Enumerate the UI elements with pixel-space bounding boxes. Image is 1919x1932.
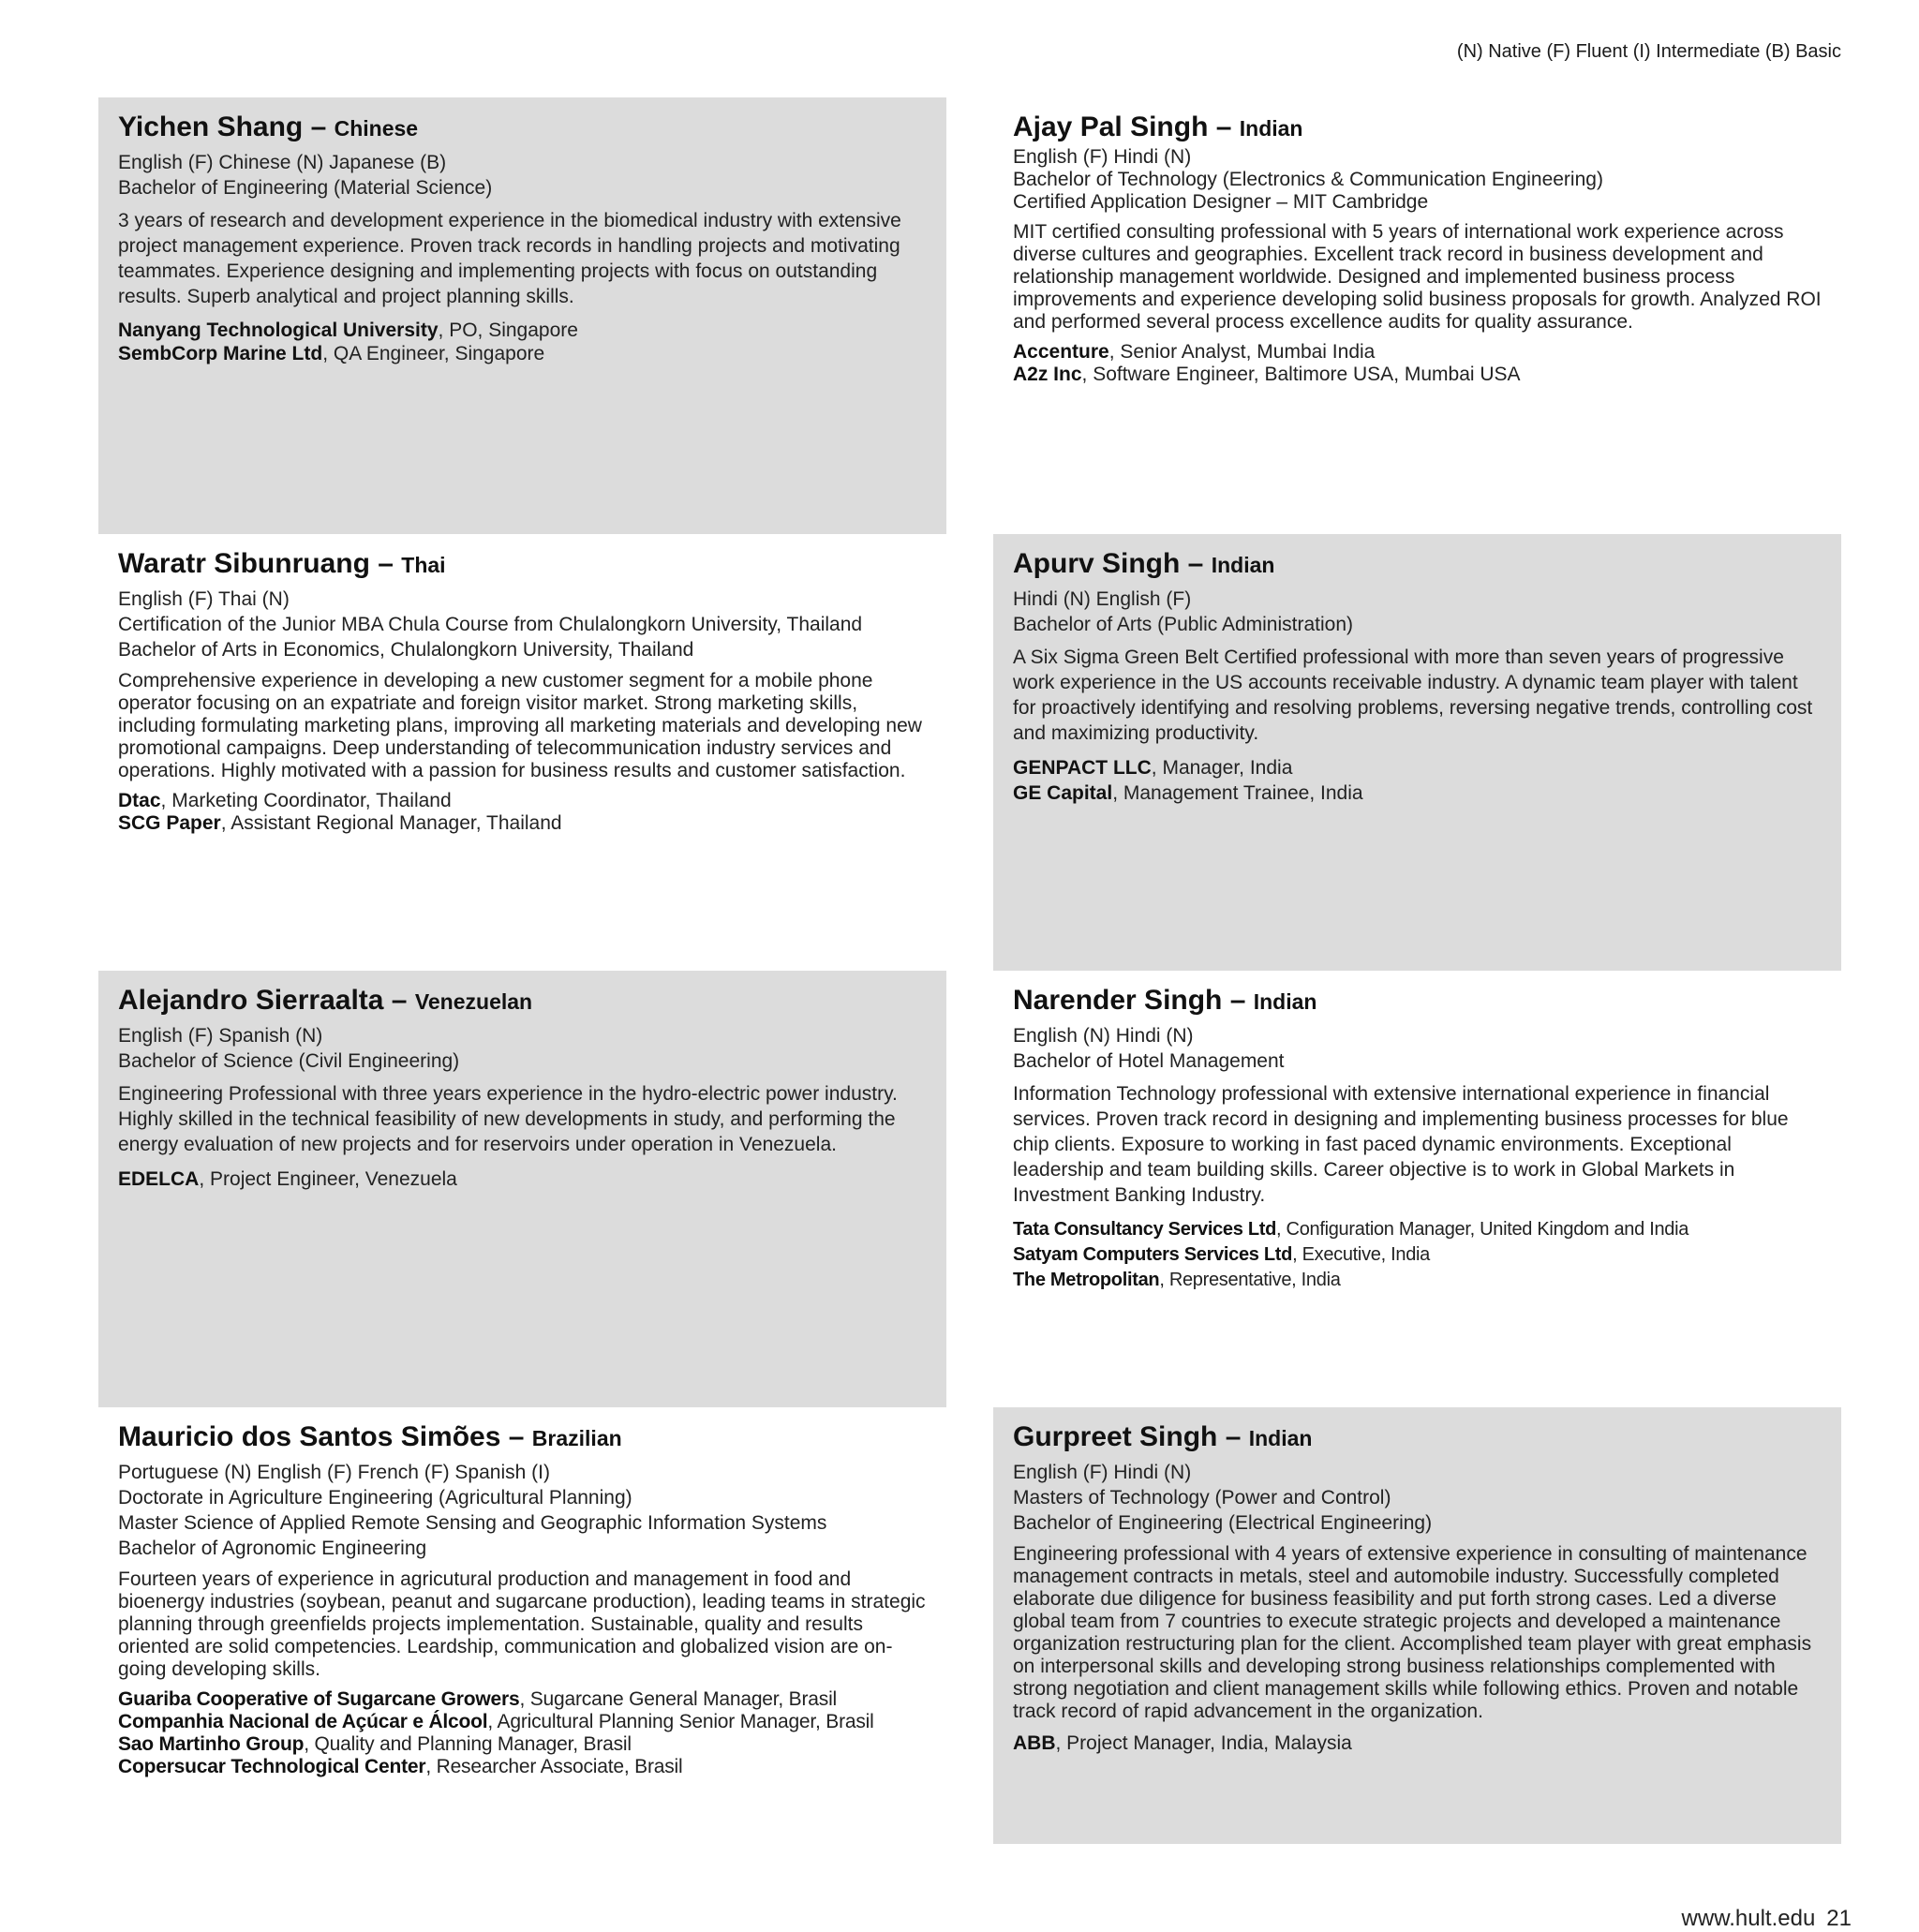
profile-summary: Engineering Professional with three years experience in the hydro-electric power industry. Highly skilled in the technical feasibility of new developments in study, and performing the energy evaluation of new projects and for reservoirs under operation in Venezuela. — [118, 1083, 898, 1155]
profile-languages: English (F) Hindi (N) — [1013, 146, 1192, 168]
profile-summary: Comprehensive experience in developing a new customer segment for a mobile phone operator focusing on an expatriate and foreign visitor market. Strong marketing skills, including formulating marketing plans, improving all marketing materials and developing new promotional campaigns. Deep understanding of telecommunication industry services and operations. Highly motivated with a passion for business results and customer satisfaction. — [118, 670, 922, 781]
profile-credentials — [118, 587, 928, 662]
profile-credentials — [118, 1460, 928, 1561]
profile-name: Mauricio dos Santos Simões — [118, 1421, 501, 1452]
job-role: , Researcher Associate, Brasil — [425, 1756, 683, 1777]
page-number: 21 — [1826, 1906, 1852, 1931]
job-entry — [1013, 1268, 1822, 1293]
profile-heading: Gurpreet Singh – Indian — [1013, 1421, 1313, 1452]
profile-experience — [118, 1167, 928, 1192]
profile-experience — [1013, 755, 1822, 806]
job-entry — [118, 319, 928, 342]
job-role: , Quality and Planning Manager, Brasil — [304, 1733, 632, 1755]
profile-credentials — [1013, 146, 1822, 214]
profile-card — [98, 1407, 946, 1844]
profile-degree: Bachelor of Arts in Economics, Chulalongkorn University, Thailand — [118, 639, 694, 661]
job-employer: Sao Martinho Group — [118, 1733, 305, 1755]
profile-nationality: Chinese — [334, 116, 419, 141]
job-employer: Guariba Cooperative of Sugarcane Growers — [118, 1688, 520, 1710]
profile-degree: Masters of Technology (Power and Control) — [1013, 1487, 1391, 1508]
profile-heading: Yichen Shang – Chinese — [118, 111, 419, 142]
job-entry — [1013, 1242, 1822, 1268]
profile-credentials — [1013, 1460, 1822, 1536]
profile-summary: Information Technology professional with extensive international experience in financial services. Proven track record in designing and implementing business processes for blue chip clients. Exposure to working in fast paced dynamic environments. Exceptional leadership and team building skills. Career objective is to work in Global Markets in Investment Banking Industry. — [1013, 1083, 1789, 1206]
job-role: , Configuration Manager, United Kingdom and India — [1276, 1219, 1689, 1240]
job-employer: Tata Consultancy Services Ltd — [1013, 1219, 1277, 1240]
profile-nationality: Indian — [1248, 1426, 1313, 1450]
profile-languages: English (N) Hindi (N) — [1013, 1025, 1194, 1047]
profile-certification: Certified Application Designer – MIT Cambridge — [1013, 191, 1429, 213]
profile-degree: Bachelor of Hotel Management — [1013, 1050, 1285, 1072]
job-entry — [118, 812, 928, 835]
profile-heading: Alejandro Sierraalta – Venezuelan — [118, 985, 533, 1016]
job-employer: The Metropolitan — [1013, 1270, 1160, 1290]
profile-experience — [1013, 1217, 1822, 1293]
profile-card — [993, 1407, 1841, 1844]
language-level-legend: (N) Native (F) Fluent (I) Intermediate (B) Basic — [1456, 41, 1841, 62]
job-role: , Software Engineer, Baltimore USA, Mumbai USA — [1081, 364, 1521, 385]
job-role: , Representative, India — [1159, 1270, 1341, 1290]
profile-heading: Mauricio dos Santos Simões – Brazilian — [118, 1421, 622, 1452]
profile-summary: A Six Sigma Green Belt Certified professional with more than seven years of progressive work experience in the US accounts receivable industry. A dynamic team player with talent for proactively identifying and resolving problems, reversing negative trends, controlling cost and maximizing productivity. — [1013, 646, 1813, 744]
profile-degree: Bachelor of Technology (Electronics & Communication Engineering) — [1013, 169, 1603, 190]
profile-degree: Master Science of Applied Remote Sensing and Geographic Information Systems — [118, 1512, 827, 1534]
profile-languages: English (F) Thai (N) — [118, 588, 290, 610]
job-role: , Marketing Coordinator, Thailand — [160, 790, 452, 811]
profile-nationality: Indian — [1211, 553, 1275, 577]
job-role: , Senior Analyst, Mumbai India — [1108, 341, 1376, 363]
profile-languages: English (F) Hindi (N) — [1013, 1462, 1192, 1483]
profile-certification: Certification of the Junior MBA Chula Course from Chulalongkorn University, Thailand — [118, 614, 863, 635]
profile-degree: Bachelor of Engineering (Material Science) — [118, 177, 493, 199]
profile-heading: Apurv Singh – Indian — [1013, 548, 1275, 579]
job-employer: Satyam Computers Services Ltd — [1013, 1244, 1293, 1265]
profile-name: Ajay Pal Singh — [1013, 111, 1209, 142]
profile-name: Waratr Sibunruang — [118, 548, 370, 579]
profile-card — [993, 971, 1841, 1407]
job-employer: ABB — [1013, 1732, 1056, 1754]
profile-languages: Hindi (N) English (F) — [1013, 588, 1192, 610]
job-entry — [1013, 341, 1822, 364]
profile-experience — [1013, 341, 1822, 386]
profile-degree: Bachelor of Science (Civil Engineering) — [118, 1050, 460, 1072]
job-entry — [1013, 1731, 1822, 1756]
job-entry — [118, 1688, 928, 1711]
job-entry — [1013, 1217, 1822, 1242]
profile-name: Narender Singh — [1013, 985, 1223, 1016]
profile-experience — [118, 1688, 928, 1778]
job-entry — [118, 1167, 928, 1192]
profile-heading: Narender Singh – Indian — [1013, 985, 1317, 1016]
job-employer: GE Capital — [1013, 782, 1113, 804]
job-role: , Agricultural Planning Senior Manager, Brasil — [487, 1711, 874, 1732]
profile-languages: English (F) Chinese (N) Japanese (B) — [118, 152, 447, 173]
job-employer: A2z Inc — [1013, 364, 1082, 385]
job-role: , Project Engineer, Venezuela — [199, 1168, 457, 1190]
profile-credentials — [1013, 587, 1822, 637]
job-entry — [1013, 364, 1822, 386]
job-employer: Copersucar Technological Center — [118, 1756, 426, 1777]
profile-summary: Fourteen years of experience in agricutural production and management in food and bioenergy industries (soybean, peanut and sugarcane production), leading teams in strategic planning through greenfields projects implementation. Sustainable, quality and results oriented are solid competencies. Leardship, communication and globalized vision are on-going developing skills. — [118, 1568, 926, 1680]
profile-experience — [118, 319, 928, 365]
profile-card — [993, 97, 1841, 534]
job-role: , Executive, India — [1292, 1244, 1430, 1265]
job-employer: Dtac — [118, 790, 161, 811]
profile-languages: Portuguese (N) English (F) French (F) Spanish (I) — [118, 1462, 550, 1483]
profile-degree: Bachelor of Arts (Public Administration) — [1013, 614, 1353, 635]
job-employer: EDELCA — [118, 1168, 200, 1190]
profile-languages: English (F) Spanish (N) — [118, 1025, 323, 1047]
job-entry — [118, 1756, 928, 1778]
profile-nationality: Venezuelan — [414, 989, 533, 1014]
job-entry — [118, 1733, 928, 1756]
profile-heading: Waratr Sibunruang – Thai — [118, 548, 446, 579]
job-entry — [1013, 755, 1822, 780]
profile-name: Alejandro Sierraalta — [118, 985, 384, 1016]
job-role: , Management Trainee, India — [1112, 782, 1363, 804]
profile-credentials — [118, 1023, 928, 1074]
job-employer: SCG Paper — [118, 812, 221, 834]
profile-degree: Bachelor of Engineering (Electrical Engineering) — [1013, 1512, 1433, 1534]
profile-summary: 3 years of research and development experience in the biomedical industry with extensive project management experience. Proven track records in handling projects and motivating teammates. Experience designing and implementing projects with focus on outstanding results. Superb analytical and project planning skills. — [118, 210, 901, 307]
job-employer: Companhia Nacional de Açúcar e Álcool — [118, 1711, 488, 1732]
profile-nationality: Indian — [1253, 989, 1317, 1014]
job-role: , QA Engineer, Singapore — [322, 343, 545, 364]
job-employer: SembCorp Marine Ltd — [118, 343, 323, 364]
job-entry — [118, 1711, 928, 1733]
job-role: , Project Manager, India, Malaysia — [1055, 1732, 1352, 1754]
profile-experience — [118, 790, 928, 835]
job-role: , Assistant Regional Manager, Thailand — [220, 812, 562, 834]
profile-summary: MIT certified consulting professional with 5 years of international work experience across diverse cultures and geographies. Excellent track record in business development and relationship management worldwide. Designed and implemented business process improvements and experience developing solid business proposals for growth. Analyzed ROI and performed several process excellence audits for quality assurance. — [1013, 221, 1822, 333]
profile-name: Gurpreet Singh — [1013, 1421, 1218, 1452]
profile-degree: Bachelor of Agronomic Engineering — [118, 1538, 427, 1559]
job-entry — [118, 342, 928, 365]
job-role: , Sugarcane General Manager, Brasil — [519, 1688, 837, 1710]
profile-card — [98, 97, 946, 534]
profile-card — [98, 971, 946, 1407]
profile-credentials — [118, 150, 928, 201]
profile-credentials — [1013, 1023, 1822, 1074]
profile-name: Apurv Singh — [1013, 548, 1181, 579]
page-footer — [1682, 1906, 1852, 1932]
job-employer: Accenture — [1013, 341, 1109, 363]
job-employer: GENPACT LLC — [1013, 757, 1152, 779]
job-role: , PO, Singapore — [438, 320, 578, 341]
job-role: , Manager, India — [1151, 757, 1293, 779]
profile-nationality: Brazilian — [531, 1426, 622, 1450]
profile-nationality: Thai — [401, 553, 446, 577]
website-url: www.hult.edu — [1681, 1906, 1816, 1931]
profile-heading: Ajay Pal Singh – Indian — [1013, 111, 1303, 142]
profile-experience — [1013, 1731, 1822, 1756]
job-entry — [118, 790, 928, 812]
job-entry — [1013, 780, 1822, 806]
profile-degree: Doctorate in Agriculture Engineering (Agricultural Planning) — [118, 1487, 632, 1508]
profile-card — [993, 534, 1841, 971]
profile-card — [98, 534, 946, 971]
job-employer: Nanyang Technological University — [118, 320, 439, 341]
profile-summary: Engineering professional with 4 years of extensive experience in consulting of maintenance management contracts in metals, steel and automobile industry. Successfully completed elaborate due diligence for business feasibility and put forth strong cases. Led a diverse global team from 7 countries to execute strategic projects and developed a maintenance organization restructuring plan for the client. Accomplished team player with great emphasis on interpersonal skills and developing strong business relationships complemented with strong negotiation and client management skills while following ethics. Proven and notable track record of rapid advancement in the organization. — [1013, 1543, 1812, 1722]
profile-name: Yichen Shang — [118, 111, 304, 142]
profile-nationality: Indian — [1239, 116, 1303, 141]
